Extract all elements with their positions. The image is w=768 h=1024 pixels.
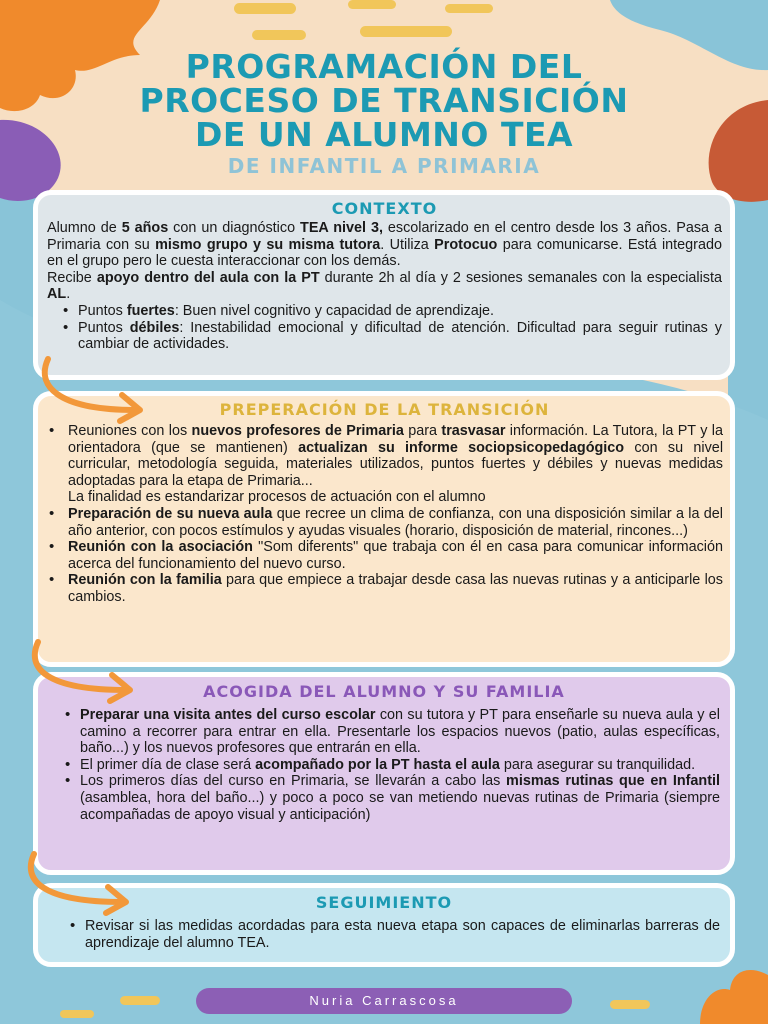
arrow-icon	[26, 638, 146, 708]
page-title	[0, 47, 768, 154]
preparation-note: La finalidad es estandarizar procesos de actuación con el alumno	[68, 489, 486, 506]
yellow-dash-8	[610, 1000, 650, 1009]
context-heading: CONTEXTO	[331, 199, 438, 218]
context-card	[33, 190, 735, 380]
yellow-dash-1	[234, 3, 296, 14]
list-item: • Puntos débiles: Inestabilidad emocional y dificultad de atención. Dificultad para seguir rutinas y cambiar de actividades.	[60, 320, 722, 353]
list-item: • Los primeros días del curso en Primaria, se llevarán a cabo las mismas rutinas que en Infantil (asamblea, hora del baño...) y poco a poco se van metiendo nuevas rutinas de Primaria (siempre acompañadas de apoyo visual y anticipación)	[62, 773, 720, 823]
context-paragraph-2: Recibe apoyo dentro del aula con la PT durante 2h al día y 2 sesiones semanales con la especialista AL.	[47, 269, 722, 303]
arrow-icon	[36, 355, 156, 425]
list-item: • El primer día de clase será acompañado por la PT hasta el aula para asegurar su tranquilidad.	[62, 757, 720, 774]
list-item: • Preparación de su nueva aula que recree un clima de confianza, con una disposición similar a la del año anterior, con pocos estímulos y ayudas visuales (horario, disposición de material, rincones...)	[46, 506, 723, 539]
list-item: • Revisar si las medidas acordadas para esta nueva etapa son capaces de eliminarlas barreras de aprendizaje del alumno TEA.	[67, 918, 720, 951]
welcome-list	[62, 707, 720, 823]
welcome-heading: ACOGIDA DEL ALUMNO Y SU FAMILIA	[203, 682, 565, 701]
context-paragraph-1: Alumno de 5 años con un diagnóstico TEA nivel 3, escolarizado en el centro desde los 3 años. Pasa a Primaria con su mismo grupo y su misma tutora. Utiliza Protocuo para comunicarse. Está integrado en el grupo pero le cuesta interaccionar con los demás.	[47, 220, 723, 270]
yellow-dash-3	[360, 26, 452, 37]
yellow-dash-4	[252, 30, 306, 40]
list-item: • Preparar una visita antes del curso escolar con su tutora y PT para enseñarle su nueva aula y el camino a recorrer para entrar en ella. Presentarle los espacios nuevos (patio, aulas específicas, baño...) y los nuevos profesores que entrarán en ella.	[62, 707, 720, 757]
author-badge: Nuria Carrascosa	[196, 988, 572, 1014]
arrow-icon	[22, 850, 142, 920]
title-line-1: PROGRAMACIÓN DEL	[185, 47, 583, 86]
yellow-dash-5	[445, 4, 493, 13]
title-line-2: PROCESO DE TRANSICIÓN	[139, 81, 629, 120]
follow-up-list	[67, 918, 720, 951]
list-item: • Reunión con la familia para que empiece a trabajar desde casa las nuevas rutinas y a anticiparle los cambios.	[46, 572, 723, 605]
follow-up-heading: SEGUIMIENTO	[315, 893, 453, 912]
list-item: • Reunión con la asociación "Som diferents" que trabaja con él en casa para comunicar información acerca del funcionamiento del nuevo curso.	[46, 539, 723, 572]
preparation-card	[33, 391, 735, 667]
yellow-dash-2	[348, 0, 396, 9]
preparation-heading: PREPERACIÓN DE LA TRANSICIÓN	[219, 400, 550, 419]
yellow-dash-6	[120, 996, 160, 1005]
preparation-list	[46, 423, 723, 606]
title-line-3: DE UN ALUMNO TEA	[194, 115, 574, 154]
list-item: • Puntos fuertes: Buen nivel cognitivo y capacidad de aprendizaje.	[60, 303, 722, 320]
context-list	[60, 303, 722, 353]
page-subtitle: DE INFANTIL A PRIMARIA	[227, 154, 541, 178]
list-item: • Reuniones con los nuevos profesores de Primaria para trasvasar información. La Tutora, la PT y la orientadora (que se mantienen) actualizan su informe sociopsicopedagógico con su nivel curricular, metodología seguida, materiales utilizados, puntos fuertes y débiles y nuevas medidas adoptadas para la etapa de Primaria... La finalidad es estandarizar procesos de actuación con el alumno	[46, 423, 723, 506]
yellow-dash-7	[60, 1010, 94, 1018]
